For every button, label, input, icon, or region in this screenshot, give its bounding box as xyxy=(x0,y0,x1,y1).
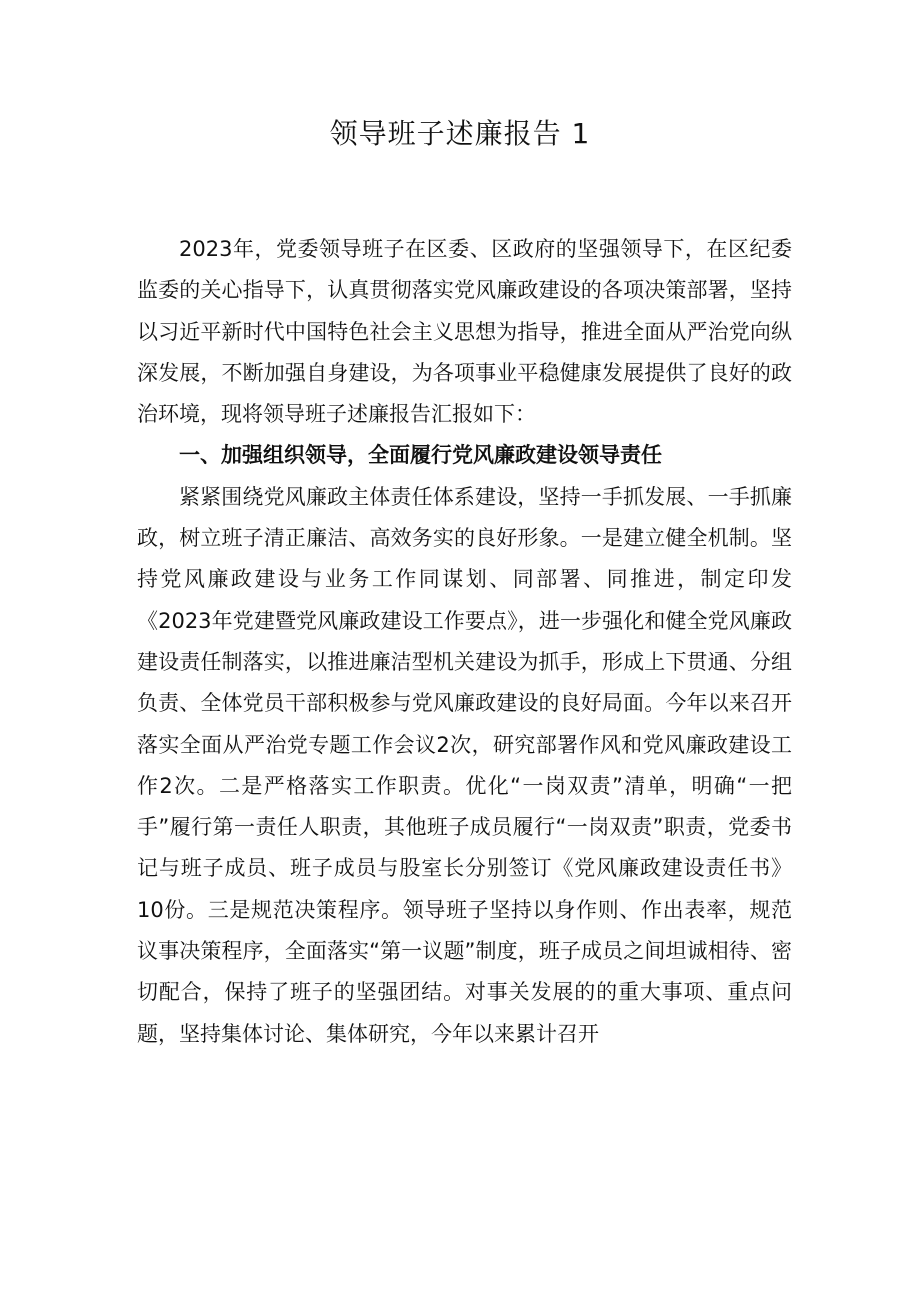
document-title: 领导班子述廉报告 1 xyxy=(329,117,591,150)
document-body xyxy=(137,229,792,1055)
section-heading: 一、加强组织领导，全面履行党风廉政建设领导责任 xyxy=(179,443,662,468)
intro-paragraph: 2023年，党委领导班子在区委、区政府的坚强领导下，在区纪委监委的关心指导下，认真贯彻落实党风廉政建设的各项决策部署，坚持以习近平新时代中国特色社会主义思想为指导，推进全面从严治党向纵深发展，不断加强自身建设，为各项事业平稳健康发展提供了良好的政治环境，现将领导班子述廉报告汇报如下： xyxy=(137,237,792,427)
section-paragraph: 紧紧围绕党风廉政主体责任体系建设，坚持一手抓发展、一手抓廉政，树立班子清正廉洁、高效务实的良好形象。一是建立健全机制。坚持党风廉政建设与业务工作同谋划、同部署、同推进，制定印发《2023年党建暨党风廉政建设工作要点》，进一步强化和健全党风廉政建设责任制落实，以推进廉洁型机关建设为抓手，形成上下贯通、分组负责、全体党员干部积极参与党风廉政建设的良好局面。今年以来召开落实全面从严治党专题工作会议2次，研究部署作风和党风廉政建设工作2次。二是严格落实工作职责。优化“一岗双责”清单，明确“一把手”履行第一责任人职责，其他班子成员履行“一岗双责”职责，党委书记与班子成员、班子成员与股室长分别签订《党风廉政建设责任书》10份。三是规范决策程序。领导班子坚持以身作则、作出表率，规范议事决策程序，全面落实“第一议题”制度，班子成员之间坦诚相待、密切配合，保持了班子的坚强团结。对事关发展的的重大事项、重点问题，坚持集体讨论、集体研究，今年以来累计召开 xyxy=(137,484,792,1046)
